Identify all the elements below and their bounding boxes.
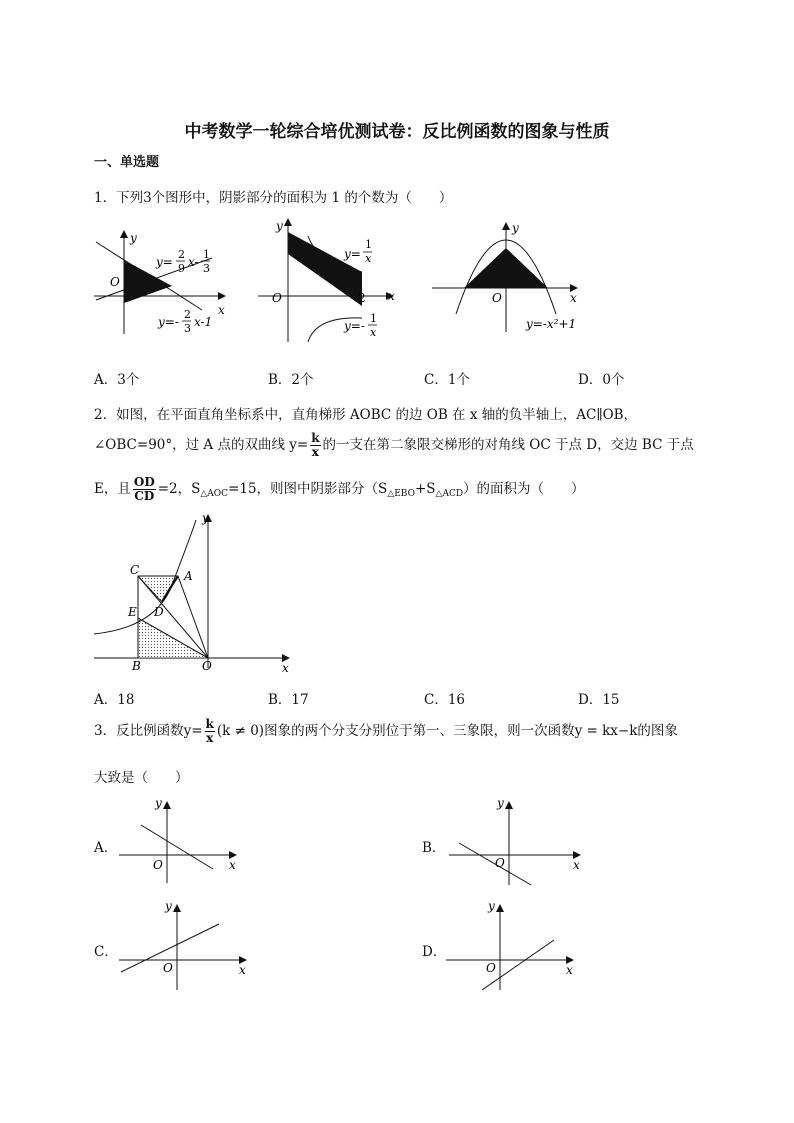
page-title: 中考数学一轮综合培优测试卷：反比例函数的图象与性质 — [184, 122, 610, 142]
q2-line3-e: ）的面积为（ ） — [463, 481, 585, 497]
q1-option-c[interactable]: C．1个 — [424, 372, 470, 388]
q3c-o: O — [163, 961, 173, 975]
q2-sub-ebo: △EBO — [387, 489, 415, 499]
q3-option-a-label[interactable]: A． — [94, 840, 118, 856]
q2-line-3 — [94, 476, 585, 503]
q3d-x: x — [566, 963, 573, 977]
q3c-x: x — [239, 963, 246, 977]
q1f3-x-label: x — [570, 291, 577, 305]
q3-cond: (k ≠ 0) — [216, 723, 265, 739]
q1f1-eq-top-prefix: y= — [156, 255, 173, 269]
q2-k: k — [311, 431, 320, 445]
q2-label-a: A — [184, 569, 193, 583]
q1f2-y-label: y — [276, 219, 283, 233]
q2-option-b[interactable]: B．17 — [268, 692, 309, 708]
q2-line3-a: E，且 — [94, 481, 131, 497]
q1f1-eq-bot-prefix: y=- — [158, 315, 179, 329]
q2-y-label: y — [202, 511, 209, 525]
q3b-x: x — [573, 858, 580, 872]
q2-line-2 — [94, 432, 694, 459]
q1-option-b[interactable]: B．2个 — [268, 372, 314, 388]
q1f3-origin: O — [492, 291, 502, 305]
q1f1-eq-top-den: 9 — [178, 262, 185, 275]
q1f1-eq-top-den2: 3 — [203, 262, 210, 275]
q2-label-d: D — [154, 605, 164, 619]
q2-line3-d: +S — [414, 481, 436, 497]
q2-x: x — [311, 445, 319, 459]
q2-figure — [90, 508, 300, 678]
q1-figure-3 — [428, 218, 588, 338]
q3c-y: y — [165, 899, 172, 913]
q1f1-eq-bot-suffix: x-1 — [194, 315, 213, 329]
q1f1-eq-top-num2: 1 — [203, 248, 210, 261]
q3a-y: y — [155, 796, 162, 810]
q1-option-d[interactable]: D．0个 — [578, 372, 625, 388]
q1-figure-2 — [250, 212, 400, 347]
q1f2-eq-bot-den: x — [370, 326, 377, 339]
q1-figure-1 — [90, 226, 240, 346]
q2-sub-acd: △ACD — [435, 489, 464, 499]
q1f1-eq-top-num: 2 — [178, 248, 185, 261]
q3b-o: O — [495, 856, 505, 870]
q2-line3-b: =2，S — [157, 481, 201, 497]
q3-graph-a — [115, 795, 245, 885]
q1f1-x-label: x — [218, 303, 225, 317]
q1f1-origin: O — [110, 275, 120, 289]
q1f2-origin: O — [272, 291, 282, 305]
q3b-y: y — [497, 796, 504, 810]
q1f1-eq-top-mid: x- — [188, 255, 199, 269]
q3-option-c-label[interactable]: C． — [94, 944, 118, 960]
q1-option-a[interactable]: A．3个 — [94, 372, 140, 388]
q2-cd: CD — [134, 489, 155, 503]
q3-line-2: 大致是（ ） — [94, 770, 189, 786]
q1f1-eq-bot-den: 3 — [184, 322, 191, 335]
q3a-o: O — [153, 858, 163, 872]
q2-sub-aoc: △AOC — [200, 489, 229, 499]
q2-option-c[interactable]: C．16 — [424, 692, 466, 708]
q2-option-d[interactable]: D．15 — [578, 692, 620, 708]
q3-graph-b — [445, 795, 585, 890]
q3-line1-y: y — [183, 723, 192, 739]
q1f1-eq-bot-num: 2 — [184, 308, 191, 321]
q2-label-e: E — [128, 605, 137, 619]
q1f2-eq-bot-num: 1 — [370, 312, 377, 325]
q3-graph-c — [115, 898, 255, 993]
q1f3-y-label: y — [512, 221, 519, 235]
q1f1-y-label: y — [130, 231, 137, 245]
q2-option-a[interactable]: A．18 — [94, 692, 135, 708]
q1f2-x-label: x — [388, 289, 395, 303]
q1f2-eq-bot-prefix: y=- — [344, 319, 365, 333]
q3-line1-eq: = — [191, 723, 203, 739]
q3-line1-b: 图象的两个分支分别位于第一、三象限，则一次函数 — [264, 723, 575, 739]
q1-stem: 1．下列3个图形中，阴影部分的面积为 1 的个数为（ ） — [94, 190, 453, 206]
q3a-x: x — [229, 858, 236, 872]
section-heading: 一、单选题 — [94, 155, 160, 170]
q3-line1-a: 3．反比例函数 — [94, 723, 184, 739]
q1f2-two: 2 — [358, 291, 366, 305]
q3-option-d-label[interactable]: D． — [422, 944, 447, 960]
q3d-y: y — [488, 899, 495, 913]
q2-line2-a: ∠OBC=90°，过 A 点的双曲线 y= — [94, 437, 309, 453]
q2-x-label: x — [282, 661, 289, 675]
q1f2-eq-top-prefix: y= — [344, 247, 361, 261]
q3-x: x — [206, 731, 214, 745]
q2-label-o: O — [202, 659, 212, 673]
q3-line1-c: 的图象 — [637, 723, 678, 739]
q2-label-b: B — [132, 659, 141, 673]
q3-k: k — [205, 717, 214, 731]
q1f2-eq-top-num: 1 — [365, 238, 372, 251]
q2-line2-b: 的一支在第二象限交梯形的对角线 OC 于点 D，交边 BC 于点 — [322, 437, 694, 453]
q2-label-c: C — [130, 563, 140, 577]
q3d-o: O — [486, 961, 496, 975]
q2-line3-c: =15，则图中阴影部分（S — [228, 481, 388, 497]
q3-line-1 — [94, 718, 678, 745]
q2-line-1: 2．如图，在平面直角坐标系中，直角梯形 AOBC 的边 OB 在 x 轴的负半轴上，AC∥OB， — [94, 407, 638, 423]
q1f3-eq: y=-x²+1 — [526, 317, 577, 331]
q3-option-b-label[interactable]: B． — [422, 840, 446, 856]
q3-func: y = kx−k — [574, 723, 638, 739]
q1f2-eq-top-den: x — [365, 252, 372, 265]
q2-od: OD — [133, 475, 155, 489]
q3-graph-d — [442, 898, 582, 993]
